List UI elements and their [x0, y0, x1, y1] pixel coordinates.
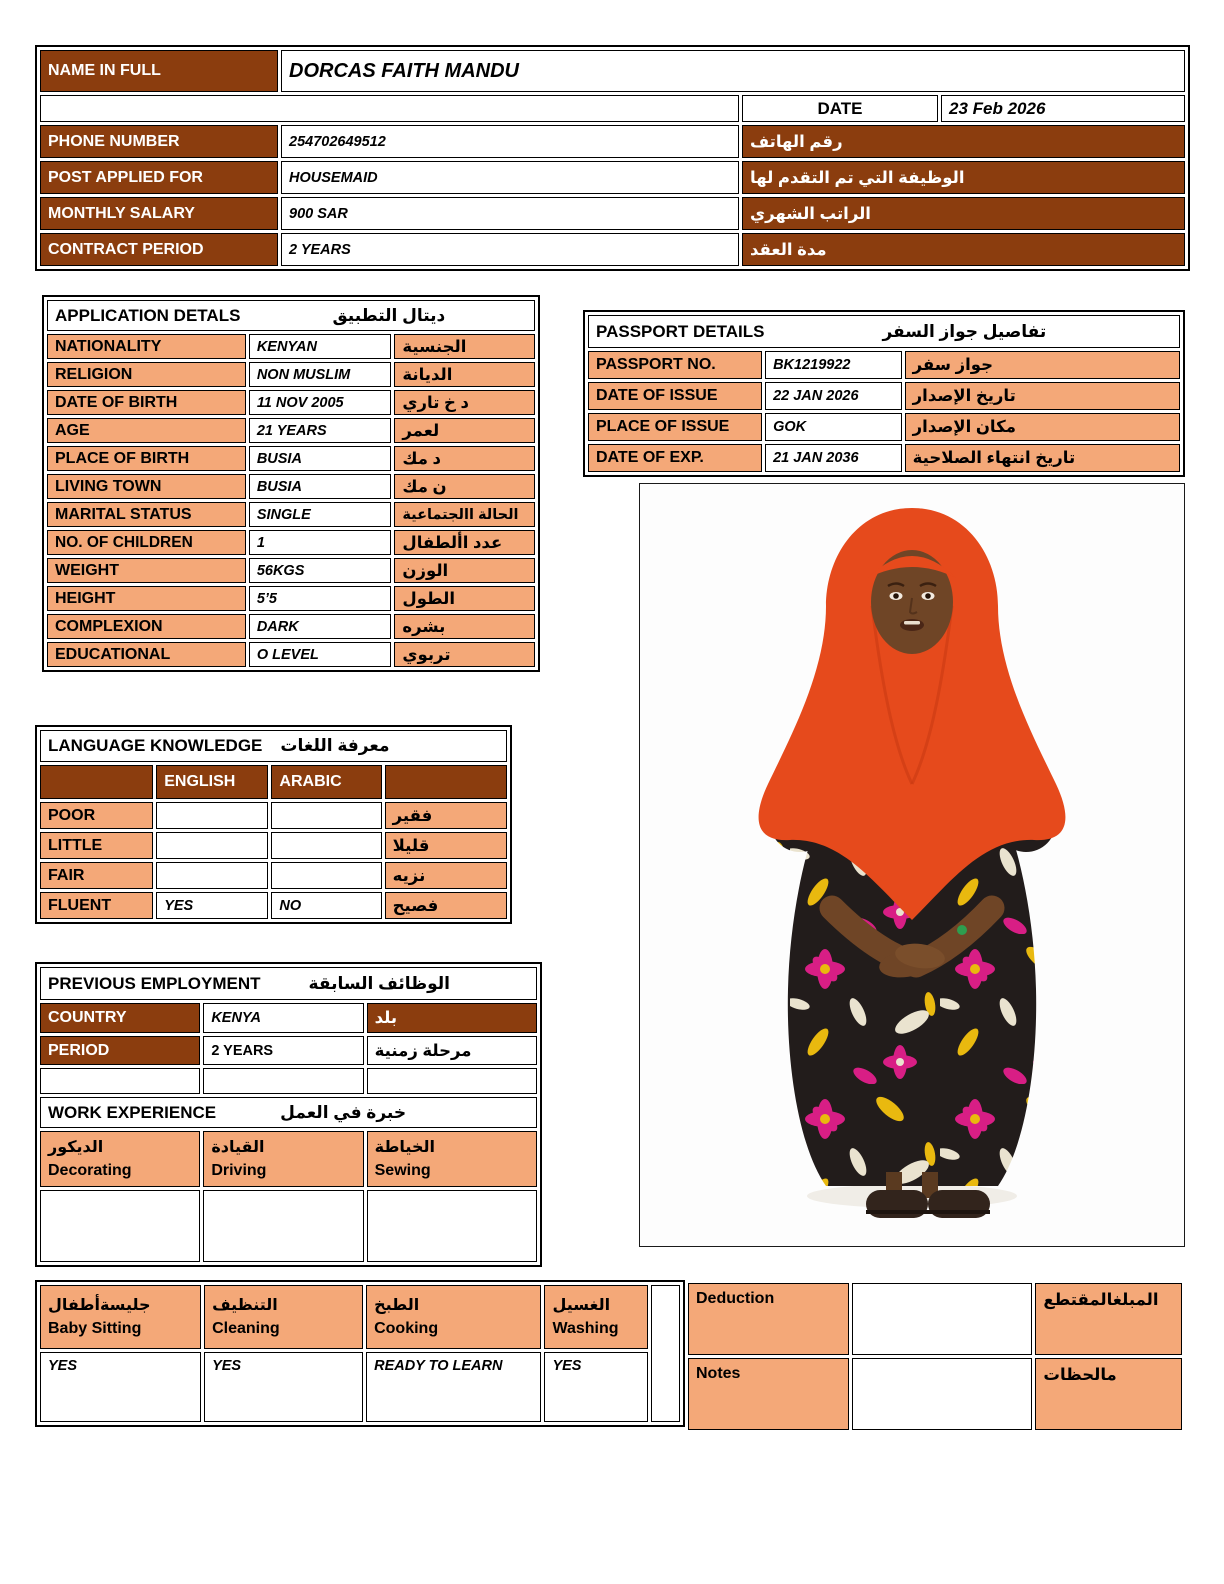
phone-number-label: PHONE NUMBER	[40, 125, 278, 158]
empty-cell	[40, 1190, 200, 1262]
fair-arabic: نزيه	[385, 862, 507, 889]
passport-details-header	[588, 315, 1180, 348]
date-label: DATE	[742, 95, 938, 122]
educational-value: O LEVEL	[249, 642, 392, 667]
height-label: HEIGHT	[47, 586, 246, 611]
passport-details-title: PASSPORT DETAILS	[596, 321, 765, 341]
phone-number-value: 254702649512	[281, 125, 739, 158]
date-of-issue-arabic: تاريخ الإصدار	[905, 382, 1180, 410]
skill-babysitting-value: YES	[40, 1352, 201, 1422]
skill-cooking-english: Cooking	[374, 1320, 439, 1337]
monthly-salary-arabic: الراتب الشهري	[742, 197, 1185, 230]
name-in-full-value: DORCAS FAITH MANDU	[281, 50, 1185, 92]
post-applied-label: POST APPLIED FOR	[40, 161, 278, 194]
educational-label: EDUCATIONAL	[47, 642, 246, 667]
language-knowledge-table	[35, 725, 512, 924]
application-details-table	[42, 295, 540, 672]
skill-babysitting-arabic: جليسةأطفال	[48, 1296, 151, 1314]
country-label: COUNTRY	[40, 1003, 200, 1033]
skill-cleaning-english: Cleaning	[212, 1320, 280, 1337]
country-value: KENYA	[203, 1003, 363, 1033]
fair-arabic-value	[271, 862, 381, 889]
notes-value	[852, 1358, 1033, 1430]
skill-sewing-english: Sewing	[374, 1162, 431, 1179]
place-of-birth-value: BUSIA	[249, 446, 392, 471]
children-value: 1	[249, 530, 392, 555]
complexion-label: COMPLEXION	[47, 614, 246, 639]
little-label: LITTLE	[40, 832, 153, 859]
place-of-issue-label: PLACE OF ISSUE	[588, 413, 762, 441]
skill-driving-arabic: القيادة	[211, 1138, 265, 1156]
fluent-arabic: فصيح	[385, 892, 507, 919]
language-corner-cell-right	[385, 765, 507, 799]
passport-details-title-arabic: تفاصيل جواز السفر	[882, 321, 1047, 341]
poor-arabic: فقير	[385, 802, 507, 829]
marital-status-arabic: الحالة االجتماعية	[394, 502, 535, 527]
poor-english-value	[156, 802, 268, 829]
children-label: NO. OF CHILDREN	[47, 530, 246, 555]
complexion-arabic: بشره	[394, 614, 535, 639]
previous-employment-table	[35, 962, 542, 1267]
religion-label: RELIGION	[47, 362, 246, 387]
fluent-arabic-value: NO	[271, 892, 381, 919]
period-value: 2 YEARS	[203, 1036, 363, 1065]
country-arabic: بلد	[367, 1003, 537, 1033]
top-info-table	[35, 45, 1190, 271]
skill-babysitting-cell	[40, 1285, 201, 1349]
little-arabic-value	[271, 832, 381, 859]
date-of-issue-label: DATE OF ISSUE	[588, 382, 762, 410]
place-of-birth-arabic: د مك	[394, 446, 535, 471]
language-knowledge-title: LANGUAGE KNOWLEDGE	[48, 736, 263, 755]
post-applied-arabic: الوظيفة التي تم التقدم لها	[742, 161, 1185, 194]
skills-table	[35, 1280, 685, 1427]
passport-no-arabic: جواز سفر	[905, 351, 1180, 379]
place-of-birth-label: PLACE OF BIRTH	[47, 446, 246, 471]
skill-babysitting-english: Baby Sitting	[48, 1320, 142, 1337]
age-arabic: لعمر	[394, 418, 535, 443]
date-value: 23 Feb 2026	[941, 95, 1185, 122]
empty-cell	[203, 1068, 363, 1094]
notes-label: Notes	[688, 1358, 849, 1430]
previous-employment-title-arabic: الوظائف السابقة	[308, 973, 450, 993]
skill-cleaning-cell	[204, 1285, 363, 1349]
empty-cell	[367, 1068, 537, 1094]
work-experience-header	[40, 1097, 537, 1128]
application-details-title: APPLICATION DETALS	[55, 305, 241, 325]
little-english-value	[156, 832, 268, 859]
empty-cell	[40, 1068, 200, 1094]
name-in-full-label: NAME IN FULL	[40, 50, 278, 92]
empty-cell	[40, 95, 739, 122]
date-of-birth-arabic: د خ تاري	[394, 390, 535, 415]
age-value: 21 YEARS	[249, 418, 392, 443]
little-arabic: قليلا	[385, 832, 507, 859]
poor-label: POOR	[40, 802, 153, 829]
language-corner-cell	[40, 765, 153, 799]
passport-details-table	[583, 310, 1185, 477]
skill-cleaning-value: YES	[204, 1352, 363, 1422]
height-value: 5’5	[249, 586, 392, 611]
arabic-column-header: ARABIC	[271, 765, 381, 799]
work-experience-title-arabic: خبرة في العمل	[280, 1102, 407, 1122]
educational-arabic: تربوي	[394, 642, 535, 667]
english-column-header: ENGLISH	[156, 765, 268, 799]
previous-employment-header	[40, 967, 537, 1000]
skill-cooking-value: READY TO LEARN	[366, 1352, 541, 1422]
living-town-value: BUSIA	[249, 474, 392, 499]
living-town-arabic: ن مك	[394, 474, 535, 499]
applicant-photo	[639, 483, 1185, 1247]
passport-no-label: PASSPORT NO.	[588, 351, 762, 379]
date-of-birth-value: 11 NOV 2005	[249, 390, 392, 415]
poor-arabic-value	[271, 802, 381, 829]
nationality-arabic: الجنسية	[394, 334, 535, 359]
post-applied-value: HOUSEMAID	[281, 161, 739, 194]
application-details-header	[47, 300, 535, 331]
weight-arabic: الوزن	[394, 558, 535, 583]
skill-driving-cell	[203, 1131, 363, 1187]
skill-washing-arabic: الغسيل	[552, 1296, 611, 1314]
work-experience-title: WORK EXPERIENCE	[48, 1102, 217, 1122]
religion-arabic: الديانة	[394, 362, 535, 387]
deduction-value	[852, 1283, 1033, 1355]
applicant-photo-illustration	[640, 484, 1184, 1246]
skill-cooking-arabic: الطبخ	[374, 1296, 420, 1314]
date-of-exp-arabic: تاريخ انتهاء الصلاحية	[905, 444, 1180, 472]
skill-decorating-cell	[40, 1131, 200, 1187]
deduction-arabic: المبلغالمقتطع	[1035, 1283, 1182, 1355]
contract-period-label: CONTRACT PERIOD	[40, 233, 278, 266]
children-arabic: عدد األطفال	[394, 530, 535, 555]
phone-number-arabic: رقم الهاتف	[742, 125, 1185, 158]
age-label: AGE	[47, 418, 246, 443]
fair-label: FAIR	[40, 862, 153, 889]
fluent-label: FLUENT	[40, 892, 153, 919]
skill-cleaning-arabic: التنظيف	[212, 1296, 278, 1314]
previous-employment-title: PREVIOUS EMPLOYMENT	[48, 973, 261, 993]
deduction-label: Deduction	[688, 1283, 849, 1355]
date-of-exp-label: DATE OF EXP.	[588, 444, 762, 472]
skill-sewing-cell	[367, 1131, 537, 1187]
monthly-salary-value: 900 SAR	[281, 197, 739, 230]
language-knowledge-header	[40, 730, 507, 762]
skill-driving-english: Driving	[211, 1162, 267, 1179]
nationality-label: NATIONALITY	[47, 334, 246, 359]
weight-value: 56KGS	[249, 558, 392, 583]
marital-status-value: SINGLE	[249, 502, 392, 527]
complexion-value: DARK	[249, 614, 392, 639]
empty-gap-cell	[651, 1285, 680, 1422]
monthly-salary-label: MONTHLY SALARY	[40, 197, 278, 230]
date-of-exp-value: 21 JAN 2036	[765, 444, 902, 472]
period-label: PERIOD	[40, 1036, 200, 1065]
skill-washing-english: Washing	[552, 1320, 619, 1337]
religion-value: NON MUSLIM	[249, 362, 392, 387]
skill-decorating-arabic: الديكور	[48, 1138, 104, 1156]
application-details-title-arabic: ديتال التطبيق	[332, 305, 446, 325]
passport-no-value: BK1219922	[765, 351, 902, 379]
skill-washing-value: YES	[544, 1352, 648, 1422]
place-of-issue-arabic: مكان الإصدار	[905, 413, 1180, 441]
contract-period-arabic: مدة العقد	[742, 233, 1185, 266]
height-arabic: الطول	[394, 586, 535, 611]
deduction-table	[685, 1280, 1185, 1433]
living-town-label: LIVING TOWN	[47, 474, 246, 499]
skill-washing-cell	[544, 1285, 648, 1349]
date-of-issue-value: 22 JAN 2026	[765, 382, 902, 410]
nationality-value: KENYAN	[249, 334, 392, 359]
language-knowledge-title-arabic: معرفة اللغات	[280, 736, 390, 755]
weight-label: WEIGHT	[47, 558, 246, 583]
period-arabic: مرحلة زمنية	[367, 1036, 537, 1065]
skill-cooking-cell	[366, 1285, 541, 1349]
empty-cell	[203, 1190, 363, 1262]
skill-sewing-arabic: الخياطة	[374, 1138, 435, 1156]
fluent-english-value: YES	[156, 892, 268, 919]
date-of-birth-label: DATE OF BIRTH	[47, 390, 246, 415]
empty-cell	[367, 1190, 537, 1262]
place-of-issue-value: GOK	[765, 413, 902, 441]
skill-decorating-english: Decorating	[48, 1162, 132, 1179]
contract-period-value: 2 YEARS	[281, 233, 739, 266]
notes-arabic: مالحظات	[1035, 1358, 1182, 1430]
marital-status-label: MARITAL STATUS	[47, 502, 246, 527]
fair-english-value	[156, 862, 268, 889]
